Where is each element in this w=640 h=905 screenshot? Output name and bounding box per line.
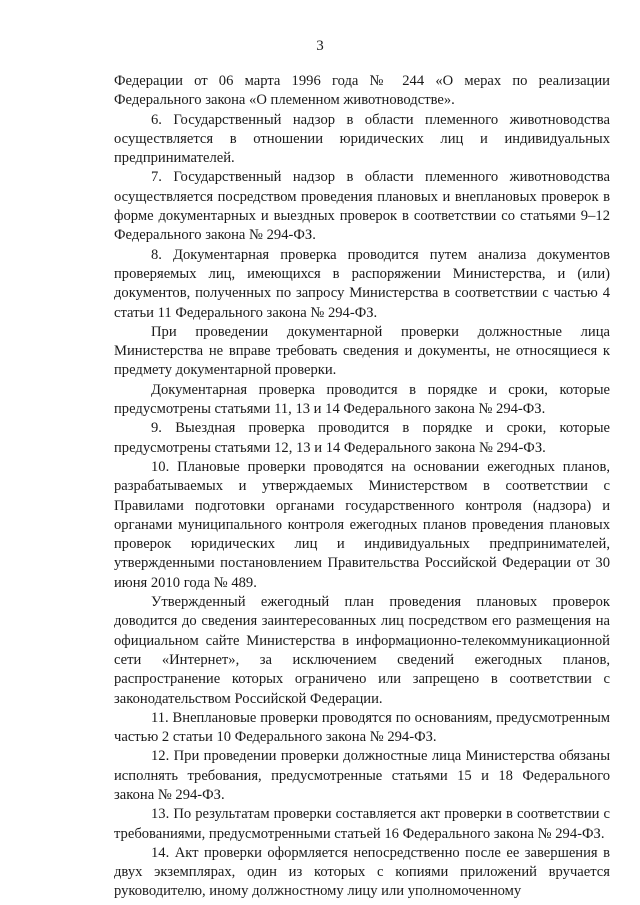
paragraph-continuation: Федерации от 06 марта 1996 года № 244 «О мерах по реализации Федерального закона «О племенном животноводстве». [114, 73, 610, 109]
paragraph-item-11: 11. Внеплановые проверки проводятся по основаниям, предусмотренным частью 2 статьи 10 Федерального закона № 294-ФЗ. [114, 709, 610, 746]
paragraph-item-10: 10. Плановые проверки проводятся на основании ежегодных планов, разрабатываемых и утверждаемых Министерством в соответствии с Правилами подготовки органами государственного контроля (надзора) и органами муниципального контроля ежегодных планов проведения плановых проверок юридических лиц и индивидуальных предпринимателей, утвержденными постановлением Правительства Российской Федерации от 30 июня 2010 года № 489. [114, 458, 610, 591]
document-body [114, 72, 610, 902]
paragraph-item-8-terms: Документарная проверка проводится в порядке и сроки, которые предусмотрены статьями 11, 13 и 14 Федерального закона № 294-ФЗ. [114, 381, 610, 418]
paragraph-item-8-restriction: При проведении документарной проверки должностные лица Министерства не вправе требовать сведения и документы, не относящиеся к предмету документарной проверки. [114, 323, 610, 379]
paragraph-item-8: 8. Документарная проверка проводится путем анализа документов проверяемых лиц, имеющихся в распоряжении Министерства, и (или) документов, полученных по запросу Министерства в соответствии с частью 4 статьи 11 Федерального закона № 294-ФЗ. [114, 246, 610, 321]
paragraph-item-6: 6. Государственный надзор в области племенного животноводства осуществляется в отношении юридических лиц и индивидуальных предпринимателей. [114, 111, 610, 167]
paragraph-item-7: 7. Государственный надзор в области племенного животноводства осуществляется посредством проведения плановых и внеплановых проверок в форме документарных и выездных проверок в соответствии со статьями 9–12 Федерального закона № 294-ФЗ. [114, 169, 610, 244]
paragraph-item-13: 13. По результатам проверки составляется акт проверки в соответствии с требованиями, предусмотренными статьей 16 Федерального закона № 294-ФЗ. [114, 806, 610, 842]
paragraph-item-9: 9. Выездная проверка проводится в порядке и сроки, которые предусмотрены статьями 12, 13 и 14 Федерального закона № 294-ФЗ. [114, 420, 610, 456]
paragraph-item-12: 12. При проведении проверки должностные лица Министерства обязаны исполнять требования, предусмотренные статьями 15 и 18 Федерального закона № 294-ФЗ. [114, 748, 610, 803]
page-number: 3 [316, 38, 324, 54]
paragraph-item-10-plan: Утвержденный ежегодный план проведения плановых проверок доводится до сведения заинтересованных лиц посредством его размещения на официальном сайте Министерства в информационно-телекоммуникационной сети «Интернет», за исключением сведений ежегодных планов, распространение которых ограничено или запрещено в соответствии с законодательством Российской Федерации. [114, 594, 610, 707]
paragraph-item-14: 14. Акт проверки оформляется непосредственно после ее завершения в двух экземплярах, один из которых с копиями приложений вручается руководителю, иному должностному лицу или уполномоченному [114, 844, 610, 900]
